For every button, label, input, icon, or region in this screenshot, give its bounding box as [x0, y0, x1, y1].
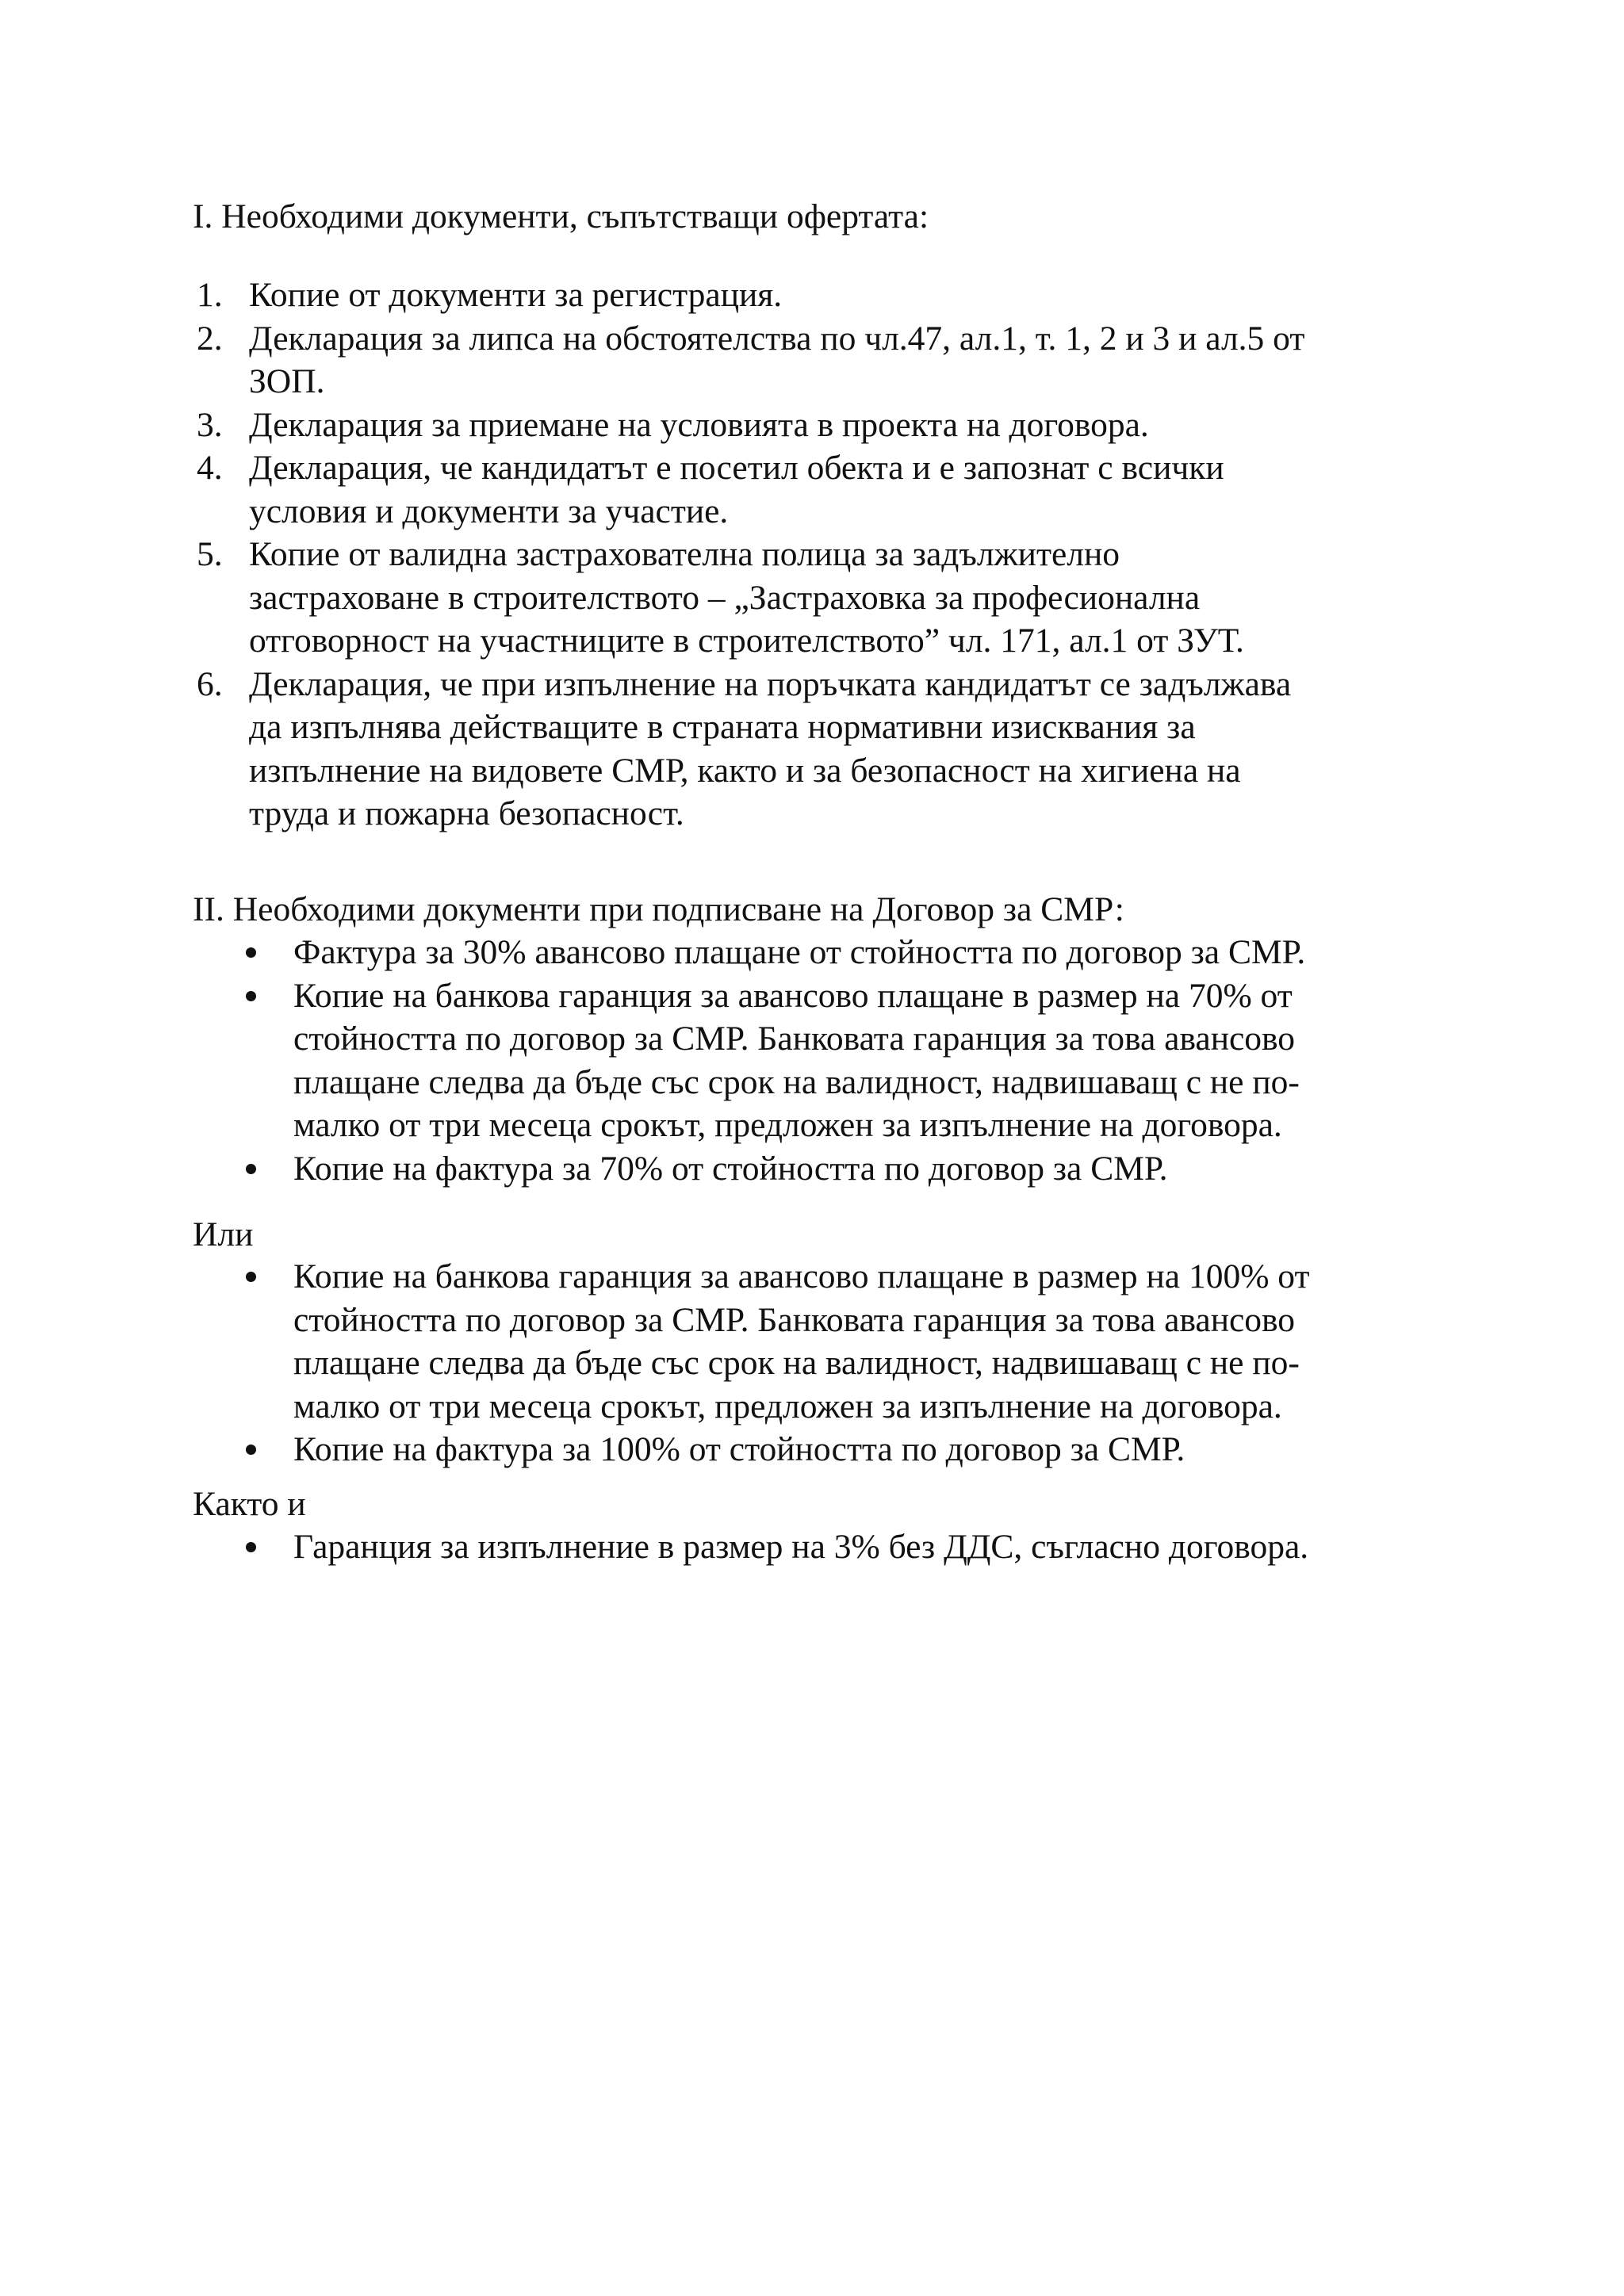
- bullet-item-line: стойността по договор за СМР. Банковата гаранция за това авансово: [293, 1300, 1296, 1339]
- bullet-item: [0, 931, 1443, 974]
- list-item-line: изпълнение на видовете СМР, както и за безопасност на хигиена на: [249, 751, 1241, 790]
- bullet-item-line: малко от три месеца срокът, предложен за изпълнение на договора.: [293, 1106, 1282, 1144]
- bullet-item-line: плащане следва да бъде със срок на валидност, надвишаващ с не по-: [293, 1344, 1300, 1382]
- also-label: Както и: [193, 1485, 306, 1523]
- bullet-item: [0, 974, 1443, 1147]
- list-item: [0, 274, 1462, 317]
- list-item-line: да изпълнява действащите в страната нормативни изисквания за: [249, 708, 1196, 746]
- list-item: [0, 317, 1462, 404]
- bullet-icon: [246, 1542, 256, 1552]
- bullet-item: [0, 1428, 1443, 1471]
- bullet-icon: [246, 1164, 256, 1174]
- list-item-line: Декларация, че кандидатът е посетил обекта и е запознат с всички: [249, 449, 1224, 487]
- list-item-line: Декларация за приемане на условията в проекта на договора.: [249, 405, 1149, 444]
- bullet-icon: [246, 947, 256, 958]
- list-item-line: отговорност на участниците в строителството” чл. 171, ал.1 от ЗУТ.: [249, 622, 1244, 660]
- required-documents-list: [0, 274, 1624, 836]
- list-item: [0, 446, 1462, 533]
- bullet-list-option-2: [0, 1255, 1624, 1471]
- bullet-item-line: Копие на банкова гаранция за авансово плащане в размер на 70% от: [293, 976, 1293, 1015]
- list-item-number: 6.: [197, 664, 223, 703]
- bullet-item-line: стойността по договор за СМР. Банковата гаранция за това авансово: [293, 1020, 1296, 1058]
- list-item-number: 4.: [197, 449, 223, 487]
- bullet-item-line: малко от три месеца срокът, предложен за изпълнение на договора.: [293, 1387, 1282, 1425]
- bullet-item-line: Копие на фактура за 100% от стойността по договор за СМР.: [293, 1430, 1185, 1468]
- list-item-line: Копие от документи за регистрация.: [249, 276, 783, 314]
- list-item-number: 3.: [197, 405, 223, 444]
- bullet-item-line: Копие на банкова гаранция за авансово плащане в размер на 100% от: [293, 1257, 1310, 1295]
- bullet-icon: [246, 991, 256, 1001]
- bullet-item-line: Гаранция за изпълнение в размер на 3% без ДДС, съгласно договора.: [293, 1528, 1309, 1566]
- bullet-item: [0, 1525, 1443, 1569]
- list-item: [0, 663, 1462, 836]
- bullet-list-performance-guarantee: [0, 1525, 1624, 1569]
- list-item-number: 5.: [197, 535, 223, 573]
- bullet-item-line: Фактура за 30% авансово плащане от стойността по договор за СМР.: [293, 933, 1306, 971]
- section-1-title: I. Необходими документи, съпътстващи офертата:: [193, 197, 929, 235]
- bullet-icon: [246, 1272, 256, 1282]
- bullet-item: [0, 1147, 1443, 1191]
- list-item-line: труда и пожарна безопасност.: [249, 794, 684, 832]
- list-item: [0, 533, 1462, 663]
- list-item-line: Копие от валидна застрахователна полица за задължително: [249, 535, 1120, 573]
- list-item: [0, 404, 1462, 447]
- section-2-title: II. Необходими документи при подписване на Договор за СМР:: [193, 890, 1124, 928]
- list-item-line: Декларация за липса на обстоятелства по чл.47, ал.1, т. 1, 2 и 3 и ал.5 от: [249, 319, 1305, 358]
- list-item-line: ЗОП.: [249, 362, 325, 400]
- bullet-icon: [246, 1445, 256, 1455]
- list-item-number: 1.: [197, 276, 223, 314]
- bullet-item: [0, 1255, 1443, 1428]
- list-item-line: застраховане в строителството – „Застраховка за професионална: [249, 578, 1201, 617]
- list-item-line: Декларация, че при изпълнение на поръчката кандидатът се задължава: [249, 664, 1292, 703]
- bullet-item-line: плащане следва да бъде със срок на валидност, надвишаващ с не по-: [293, 1062, 1300, 1101]
- bullet-item-line: Копие на фактура за 70% от стойността по договор за СМР.: [293, 1149, 1168, 1188]
- list-item-line: условия и документи за участие.: [249, 492, 729, 530]
- list-item-number: 2.: [197, 319, 223, 358]
- bullet-list-option-1: [0, 931, 1624, 1190]
- or-label: Или: [193, 1215, 254, 1253]
